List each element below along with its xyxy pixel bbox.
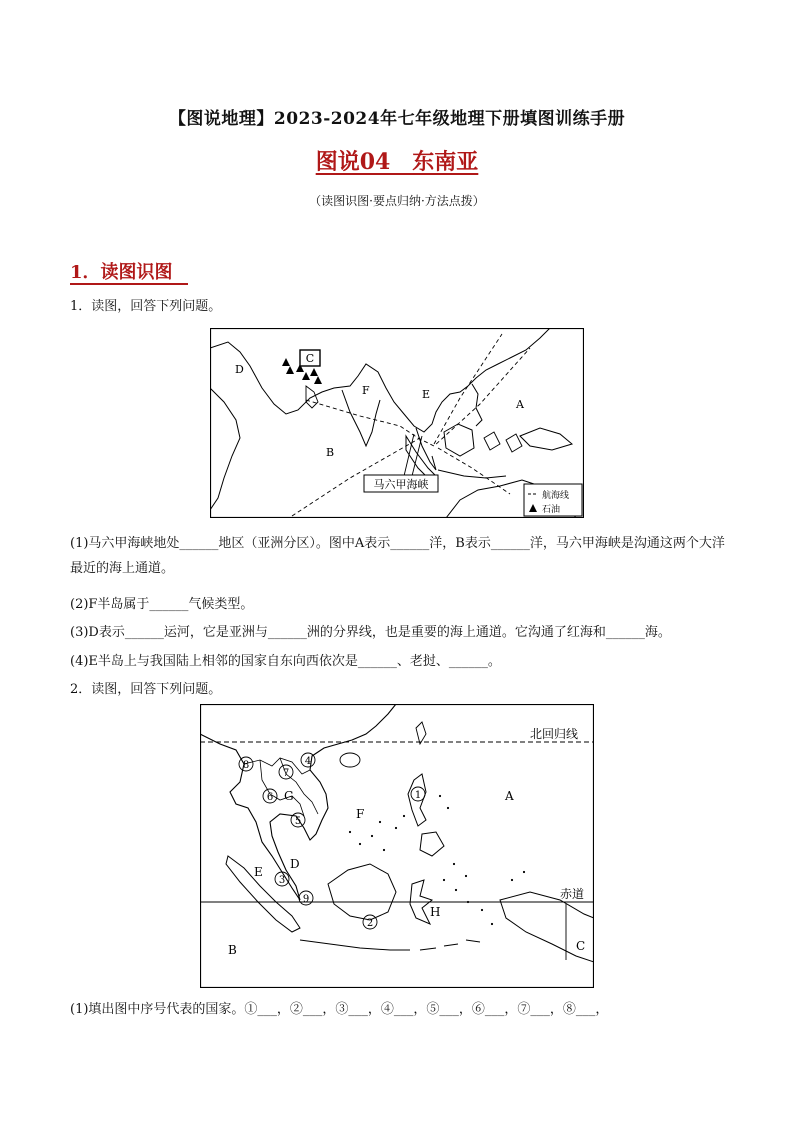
document-title: 【图说地理】2023-2024年七年级地理下册填图训练手册 [168,109,626,129]
map2-label-e: E [254,865,263,879]
map2-label-c: C [576,939,586,953]
question-1-intro: 1．读图，回答下列问题。 [70,299,222,314]
map1-legend-oil-label: 石油 [542,505,561,515]
map1-label-d: D [235,363,244,376]
chapter-title [0,145,794,176]
map2-num-1: 1 [414,790,422,801]
map1-label-f: F [362,384,370,397]
map2-label-f: F [356,807,365,821]
map2-num-4: 4 [304,756,312,767]
map1-label-b: B [326,446,335,459]
map2-label-h: H [430,905,441,919]
map2-num-3: 3 [278,875,286,886]
map-indian-ocean-routes [210,328,584,518]
map1-legend-route-label: 航海线 [542,491,570,501]
map2-label-d: D [290,857,300,871]
question-1-part-1: (1)马六甲海峡地处______地区（亚洲分区）。图中A表示______洋，B表示______洋，马六甲海峡是沟通这两个大洋最近的海上通道。 [70,536,725,576]
map-southeast-asia [200,704,594,988]
map1-label-c: C [305,352,315,365]
section-heading: 1．读图识图 [70,262,173,283]
question-2-part-1: (1)填出图中序号代表的国家。①___，②___，③___，④___，⑤___，⑥___，⑦___，⑧___， [70,1002,609,1017]
map2-equator-label: 赤道 [560,887,585,901]
question-2-intro: 2．读图，回答下列问题。 [70,682,222,697]
map2-num-2: 2 [366,918,374,929]
chapter-note: （读图识图·要点归纳·方法点拨） [309,194,485,208]
map2-num-6: 6 [266,792,274,803]
question-1-part-2: (2)F半岛属于______气候类型。 [70,597,254,612]
map2-num-7: 7 [282,768,290,779]
map2-frame [201,705,594,988]
question-1-part-3: (3)D表示______运河，它是亚洲与______洲的分界线，也是重要的海上通道。它沟通了红海和______海。 [70,625,671,640]
map2-tropic-label: 北回归线 [530,727,579,741]
map2-num-9: 9 [302,894,310,905]
map2-num-5: 5 [294,816,302,827]
map2-label-g: G [284,789,294,803]
question-1-part-4: (4)E半岛上与我国陆上相邻的国家自东向西依次是______、老挝、______。 [70,654,501,669]
map1-label-a: A [516,398,524,411]
map2-label-b: B [228,943,237,957]
section-underline [70,283,188,285]
map2-label-a: A [505,789,514,803]
map1-label-e: E [422,388,431,401]
map2-num-8: 8 [242,760,250,771]
chapter-title-text: 图说04 东南亚 [315,149,479,175]
map1-strait-label: 马六甲海峡 [373,478,429,491]
